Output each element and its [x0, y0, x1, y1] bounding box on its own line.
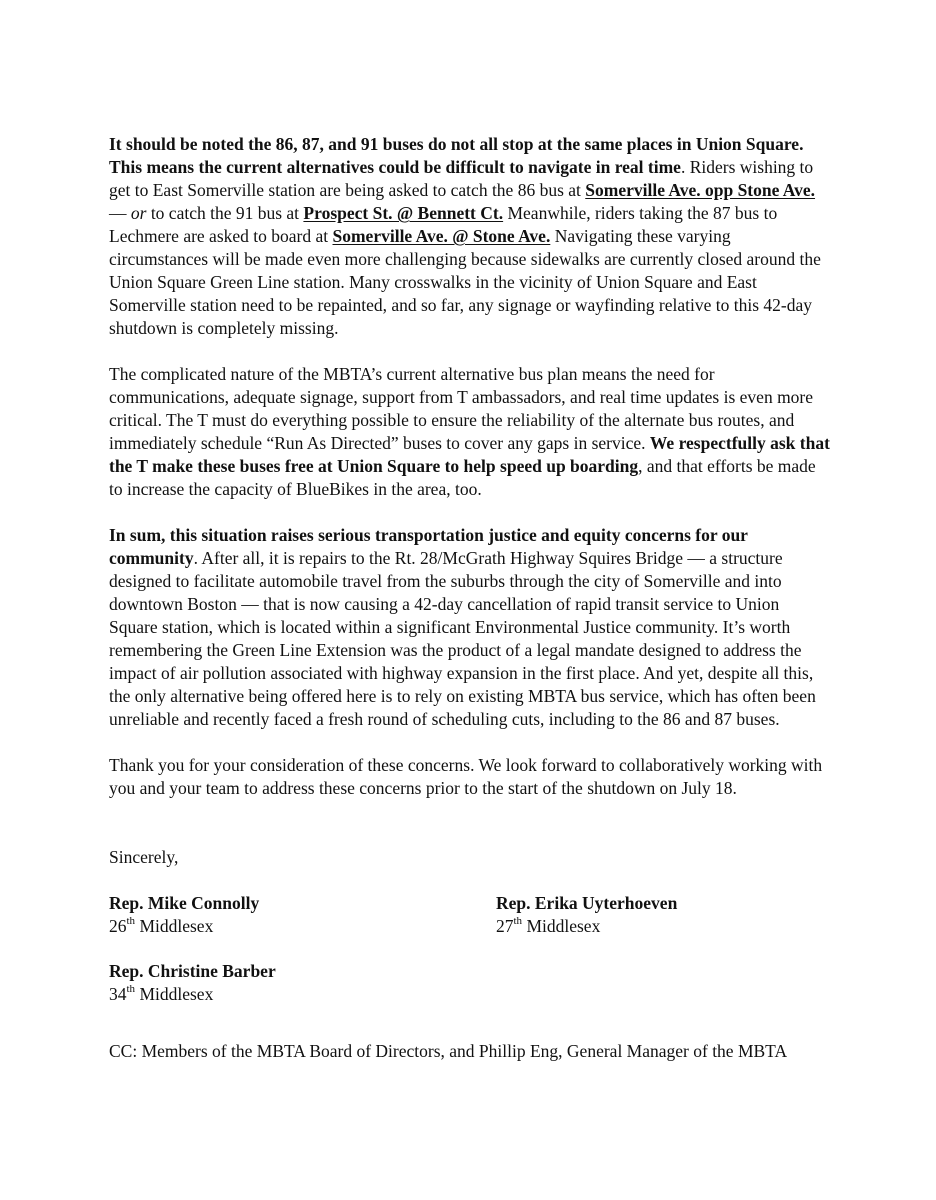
paragraph-bus-plan: The complicated nature of the MBTA’s current alternative bus plan means the need for communications, adequate signage, support from T ambassadors, and real time updates is even more critical. The T must do everything possible to ensure the reliability of the alternate bus routes, and immediately schedule “Run As Directed” buses to cover any gaps in service. We respectfully ask that the T make these buses free at Union Square to help speed up boarding, and that efforts be made to increase the capacity of BlueBikes in the area, too. [109, 364, 830, 499]
signer-name: Rep. Erika Uyterhoeven [496, 893, 678, 913]
signer [109, 960, 496, 1006]
signer-district: 26th Middlesex [109, 915, 214, 936]
bold-statement: In sum, this situation raises serious transportation justice and equity concerns for our community [109, 525, 748, 568]
paragraph-thanks: Thank you for your consideration of these concerns. We look forward to collaboratively working with you and your team to address these concerns prior to the start of the shutdown on July 18. [109, 755, 823, 798]
paragraph-bus-stops: It should be noted the 86, 87, and 91 buses do not all stop at the same places in Union Square. This means the current alternatives could be difficult to navigate in real time. Riders wishing to get to East Somerville station are being asked to catch the 86 bus at Somerville Ave. opp Stone Ave. — or to catch the 91 bus at Prospect St. @ Bennett Ct. Meanwhile, riders taking the 87 bus to Lechmere are asked to board at Somerville Ave. @ Stone Ave. Navigating these varying circumstances will be made even more challenging because sidewalks are currently closed around the Union Square Green Line station. Many crosswalks in the vicinity of Union Square and East Somerville station need to be repainted, and so far, any signage or wayfinding relative to this 42-day shutdown is completely missing. [109, 134, 821, 338]
letter-body [109, 133, 831, 1063]
signature-block [109, 892, 831, 1006]
signer-name: Rep. Christine Barber [109, 961, 276, 981]
closing: Sincerely, [109, 847, 179, 867]
stop-name: Somerville Ave. opp Stone Ave. [585, 180, 816, 200]
signer-district: 27th Middlesex [496, 915, 601, 936]
signer [109, 892, 496, 938]
cc-line: CC: Members of the MBTA Board of Directors, and Phillip Eng, General Manager of the MBTA [109, 1041, 788, 1061]
bold-statement: We respectfully ask that the T make these buses free at Union Square to help speed up boarding [109, 433, 830, 476]
paragraph-equity: In sum, this situation raises serious transportation justice and equity concerns for our community. After all, it is repairs to the Rt. 28/McGrath Highway Squires Bridge — a structure designed to facilitate automobile travel from the suburbs through the city of Somerville and into downtown Boston — that is now causing a 42-day cancellation of rapid transit service to Union Square station, which is located within a significant Environmental Justice community. It’s worth remembering the Green Line Extension was the product of a legal mandate designed to address the impact of air pollution associated with highway expansion in the first place. And yet, despite all this, the only alternative being offered here is to rely on existing MBTA bus service, which has often been unreliable and recently faced a fresh round of scheduling cuts, including to the 86 and 87 buses. [109, 525, 816, 729]
stop-name: Prospect St. @ Bennett Ct. [303, 203, 504, 223]
stop-name: Somerville Ave. @ Stone Ave. [332, 226, 551, 246]
bold-statement: It should be noted the 86, 87, and 91 buses do not all stop at the same places in Union Square. This means the current alternatives could be difficult to navigate in real time [109, 134, 804, 177]
signer-name: Rep. Mike Connolly [109, 893, 260, 913]
signer [496, 892, 831, 938]
signer-district: 34th Middlesex [109, 983, 214, 1004]
